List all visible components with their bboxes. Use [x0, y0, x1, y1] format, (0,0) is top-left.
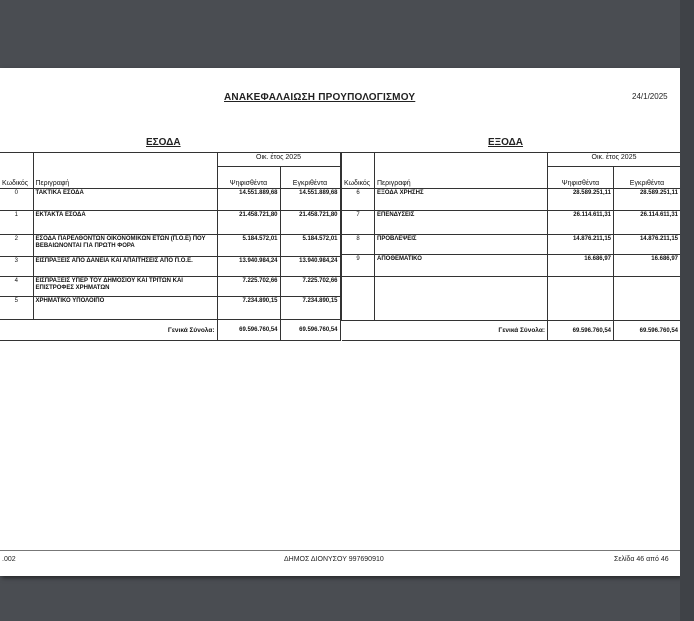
table-row — [0, 235, 340, 257]
row-description: ΑΠΟΘΕΜΑΤΙΚΟ — [375, 255, 548, 277]
report-date: 24/1/2025 — [632, 92, 668, 101]
totals-label: Γενικά Σύνολα: — [342, 321, 548, 341]
row-voted: 26.114.611,31 — [548, 211, 614, 235]
total-approved: 69.596.760,54 — [280, 320, 340, 341]
row-code: 6 — [342, 189, 375, 211]
row-description: ΕΙΣΠΡΑΞΕΙΣ ΑΠΟ ΔΑΝΕΙΑ ΚΑΙ ΑΠΑΙΤΗΣΕΙΣ ΑΠΟ Π.Ο.Ε. — [33, 257, 217, 277]
total-voted: 69.596.760,54 — [217, 320, 280, 341]
row-description: ΤΑΚΤΙΚΑ ΕΣΟΔΑ — [33, 189, 217, 211]
row-approved: 7.234.890,15 — [280, 297, 340, 320]
table-row — [342, 255, 681, 277]
row-description: ΧΡΗΜΑΤΙΚΟ ΥΠΟΛΟΙΠΟ — [33, 297, 217, 320]
row-voted: 28.589.251,11 — [548, 189, 614, 211]
row-approved: 13.940.984,24 — [280, 257, 340, 277]
table-row — [0, 297, 340, 320]
footer-left-text: .002 — [2, 556, 16, 563]
table-row — [342, 189, 681, 211]
expense-section-title: ΕΞΟΔΑ — [488, 137, 524, 148]
totals-row — [0, 320, 340, 341]
row-description: ΕΙΣΠΡΑΞΕΙΣ ΥΠΕΡ ΤΟΥ ΔΗΜΟΣΙΟΥ ΚΑΙ ΤΡΙΤΩΝ ΚΑΙ ΕΠΙΣΤΡΟΦΕΣ ΧΡΗΜΑΤΩΝ — [33, 277, 217, 297]
revenue-section-title: ΕΣΟΔΑ — [146, 137, 181, 148]
header-fiscal-year: Οικ. έτος 2025 — [217, 153, 340, 167]
row-code: 7 — [342, 211, 375, 235]
header-approved: Εγκριθέντα — [614, 167, 681, 189]
viewer-scroll-gutter[interactable] — [680, 0, 694, 621]
row-voted: 7.225.702,66 — [217, 277, 280, 297]
row-approved: 7.225.702,66 — [280, 277, 340, 297]
totals-row — [342, 321, 681, 341]
row-code: 3 — [0, 257, 33, 277]
table-row — [0, 189, 340, 211]
table-row — [342, 211, 681, 235]
row-approved: 26.114.611,31 — [614, 211, 681, 235]
page-title: ΑΝΑΚΕΦΑΛΑΙΩΣΗ ΠΡΟΥΠΟΛΟΓΙΣΜΟΥ — [224, 92, 416, 103]
table-row — [342, 235, 681, 255]
row-description: ΕΚΤΑΚΤΑ ΕΣΟΔΑ — [33, 211, 217, 235]
header-code: Κωδικός — [0, 153, 33, 189]
total-approved: 69.596.760,54 — [614, 321, 681, 341]
row-voted: 16.686,97 — [548, 255, 614, 277]
total-voted: 69.596.760,54 — [548, 321, 614, 341]
row-description: ΕΣΟΔΑ ΠΑΡΕΛΘΟΝΤΩΝ ΟΙΚΟΝΟΜΙΚΩΝ ΕΤΩΝ (Π.Ο.Ε) ΠΟΥ ΒΕΒΑΙΩΝΟΝΤΑΙ ΓΙΑ ΠΡΩΤΗ ΦΟΡΑ — [33, 235, 217, 257]
footer-divider — [0, 550, 680, 551]
row-description: ΠΡΟΒΛΕΨΕΙΣ — [375, 235, 548, 255]
row-voted: 13.940.984,24 — [217, 257, 280, 277]
row-description: ΕΞΟΔΑ ΧΡΗΣΗΣ — [375, 189, 548, 211]
row-description: ΕΠΕΝΔΥΣΕΙΣ — [375, 211, 548, 235]
header-description: Περιγραφή — [375, 153, 548, 189]
row-voted: 21.458.721,80 — [217, 211, 280, 235]
row-code: 9 — [342, 255, 375, 277]
row-approved: 5.184.572,01 — [280, 235, 340, 257]
row-voted: 5.184.572,01 — [217, 235, 280, 257]
expense-table — [341, 152, 681, 341]
footer-municipality: ΔΗΜΟΣ ΔΙΟΝΥΣΟΥ 997690910 — [284, 556, 384, 563]
row-approved: 16.686,97 — [614, 255, 681, 277]
row-code: 1 — [0, 211, 33, 235]
table-row — [0, 257, 340, 277]
row-code: 4 — [0, 277, 33, 297]
header-code: Κωδικός — [342, 153, 375, 189]
row-approved: 28.589.251,11 — [614, 189, 681, 211]
totals-label: Γενικά Σύνολα: — [0, 320, 217, 341]
empty-row — [342, 277, 681, 321]
row-approved: 14.551.889,68 — [280, 189, 340, 211]
document-page — [0, 68, 680, 576]
row-voted: 14.551.889,68 — [217, 189, 280, 211]
revenue-table — [0, 152, 341, 341]
header-approved: Εγκριθέντα — [280, 167, 340, 189]
row-code: 0 — [0, 189, 33, 211]
header-voted: Ψηφισθέντα — [217, 167, 280, 189]
row-approved: 14.876.211,15 — [614, 235, 681, 255]
row-code: 2 — [0, 235, 33, 257]
row-code: 5 — [0, 297, 33, 320]
table-row — [0, 211, 340, 235]
header-voted: Ψηφισθέντα — [548, 167, 614, 189]
header-fiscal-year: Οικ. έτος 2025 — [548, 153, 681, 167]
header-description: Περιγραφή — [33, 153, 217, 189]
row-code: 8 — [342, 235, 375, 255]
footer-page-number: Σελίδα 46 από 46 — [614, 556, 669, 563]
row-voted: 7.234.890,15 — [217, 297, 280, 320]
row-voted: 14.876.211,15 — [548, 235, 614, 255]
row-approved: 21.458.721,80 — [280, 211, 340, 235]
table-row — [0, 277, 340, 297]
